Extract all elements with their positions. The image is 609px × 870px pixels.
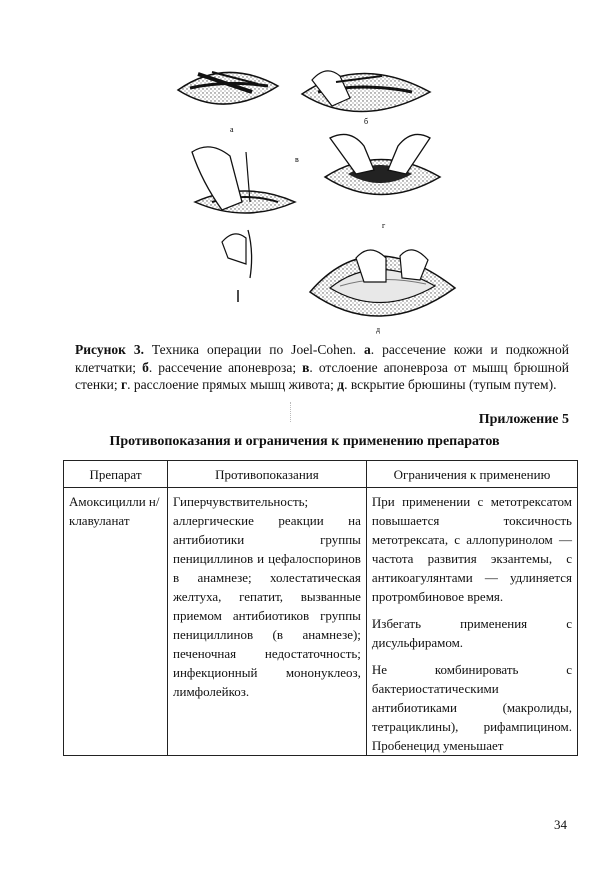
table-header-row: [64, 461, 578, 488]
table-title: Противопоказания и ограничения к применению препаратов: [109, 434, 500, 449]
limitation-paragraph: Не комбинировать с бактериостатическими антибиотиками (макролиды, тетрациклины), рифампицином. Пробенецид уменьшает: [371, 662, 572, 753]
caption-label-a: а: [364, 342, 371, 357]
limitation-paragraph: Избегать применения с дисульфирамом.: [371, 616, 572, 650]
drug-cell: Амоксицилли н/клавуланат: [64, 488, 168, 756]
panel-a-incision: [178, 72, 278, 134]
caption-lead: Рисунок 3.: [75, 342, 144, 357]
figure-caption: [75, 341, 569, 394]
caption-label-v: в: [302, 359, 310, 375]
panel-v-separation: [192, 147, 299, 302]
limitations-cell: [366, 488, 577, 756]
panel-g-muscles: [325, 134, 440, 230]
caption-text-d: . вскрытие брюшины (тупым путем).: [344, 377, 557, 392]
caption-label-b: б: [142, 359, 149, 375]
table-row: [64, 488, 578, 756]
header-contraindications: Противопоказания: [168, 461, 367, 488]
caption-text-b: . рассечение апоневроза;: [148, 359, 303, 375]
caption-label-g: г: [121, 377, 128, 392]
panel-label-v: в: [295, 155, 299, 164]
header-limitations: Ограничения к применению: [366, 461, 577, 488]
panel-label-a: а: [230, 125, 234, 134]
divider: [290, 402, 291, 422]
limitation-paragraph: При применении с метотрексатом повышается токсичность метотрексата, с аллопуринолом — частота развития экзантемы, с антикоагулянтами — удлиняется протромбиновое время.: [371, 494, 572, 604]
header-drug: Препарат: [64, 461, 168, 488]
panel-d-peritoneum: [310, 250, 455, 334]
surgery-illustration: [150, 52, 480, 334]
caption-text-g: . расслоение прямых мышц живота;: [127, 377, 338, 392]
contraindications-cell: Гиперчувствительность; аллергические реакции на антибиотики группы пенициллинов и цефалоспоринов в анамнезе; холестатическая желтуха, гепатит, вызванные приемом антибиотиков группы пенициллинов (в анамнезе); печеночная недостаточность; инфекционный мононуклеоз, лимфолейкоз.: [168, 488, 367, 756]
caption-text: Техника операции по Joel-Cohen.: [143, 342, 364, 357]
contraindications-table: [63, 460, 578, 756]
appendix-heading: Приложение 5: [478, 412, 569, 427]
panel-b-aponeurosis: [302, 71, 430, 126]
caption-text-v: . отслоение апоневроза от мышц брюшной стенки;: [75, 359, 569, 392]
panel-label-g: г: [382, 221, 386, 230]
panel-label-d: д: [376, 325, 381, 334]
page-number: 34: [554, 817, 567, 832]
panel-label-b: б: [364, 117, 369, 126]
caption-text-a: . рассечение кожи и подкожной клетчатки;: [75, 342, 569, 375]
caption-label-d: д: [337, 377, 345, 392]
